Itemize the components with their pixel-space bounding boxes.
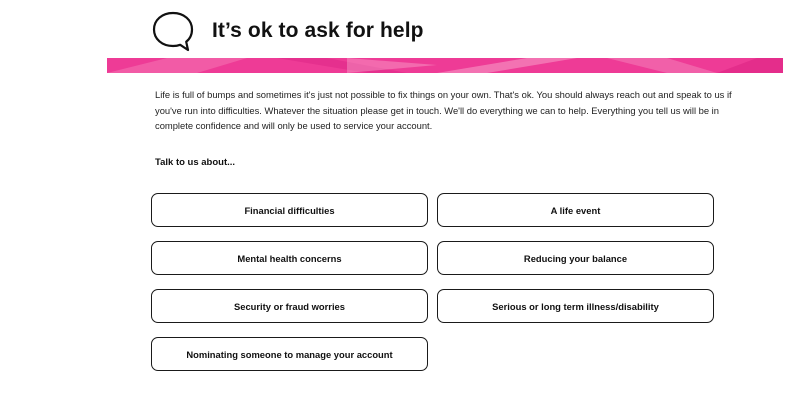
- mental-health-button[interactable]: Mental health concerns: [151, 241, 428, 275]
- intro-paragraph: Life is full of bumps and sometimes it's just not possible to fix things on your own. That's ok. You should always reach out and speak to us if you've run into difficulties. Whatever the situation please get in touch. We'll do everything we can to help. Everything you tell us will be in complete confidence and will only be used to service your account.: [155, 89, 732, 131]
- security-fraud-button[interactable]: Security or fraud worries: [151, 289, 428, 323]
- illness-disability-button[interactable]: Serious or long term illness/disability: [437, 289, 714, 323]
- reducing-balance-button[interactable]: Reducing your balance: [437, 241, 714, 275]
- page-header: [151, 10, 424, 52]
- speech-bubble-icon: [151, 10, 195, 52]
- talk-to-us-label: Talk to us about...: [155, 157, 236, 168]
- decorative-pink-band: [107, 58, 783, 73]
- page-title: It’s ok to ask for help: [212, 19, 424, 42]
- nominate-someone-button[interactable]: Nominating someone to manage your account: [151, 337, 428, 371]
- life-event-button[interactable]: A life event: [437, 193, 714, 227]
- financial-difficulties-button[interactable]: Financial difficulties: [151, 193, 428, 227]
- topic-button-grid: [151, 193, 714, 371]
